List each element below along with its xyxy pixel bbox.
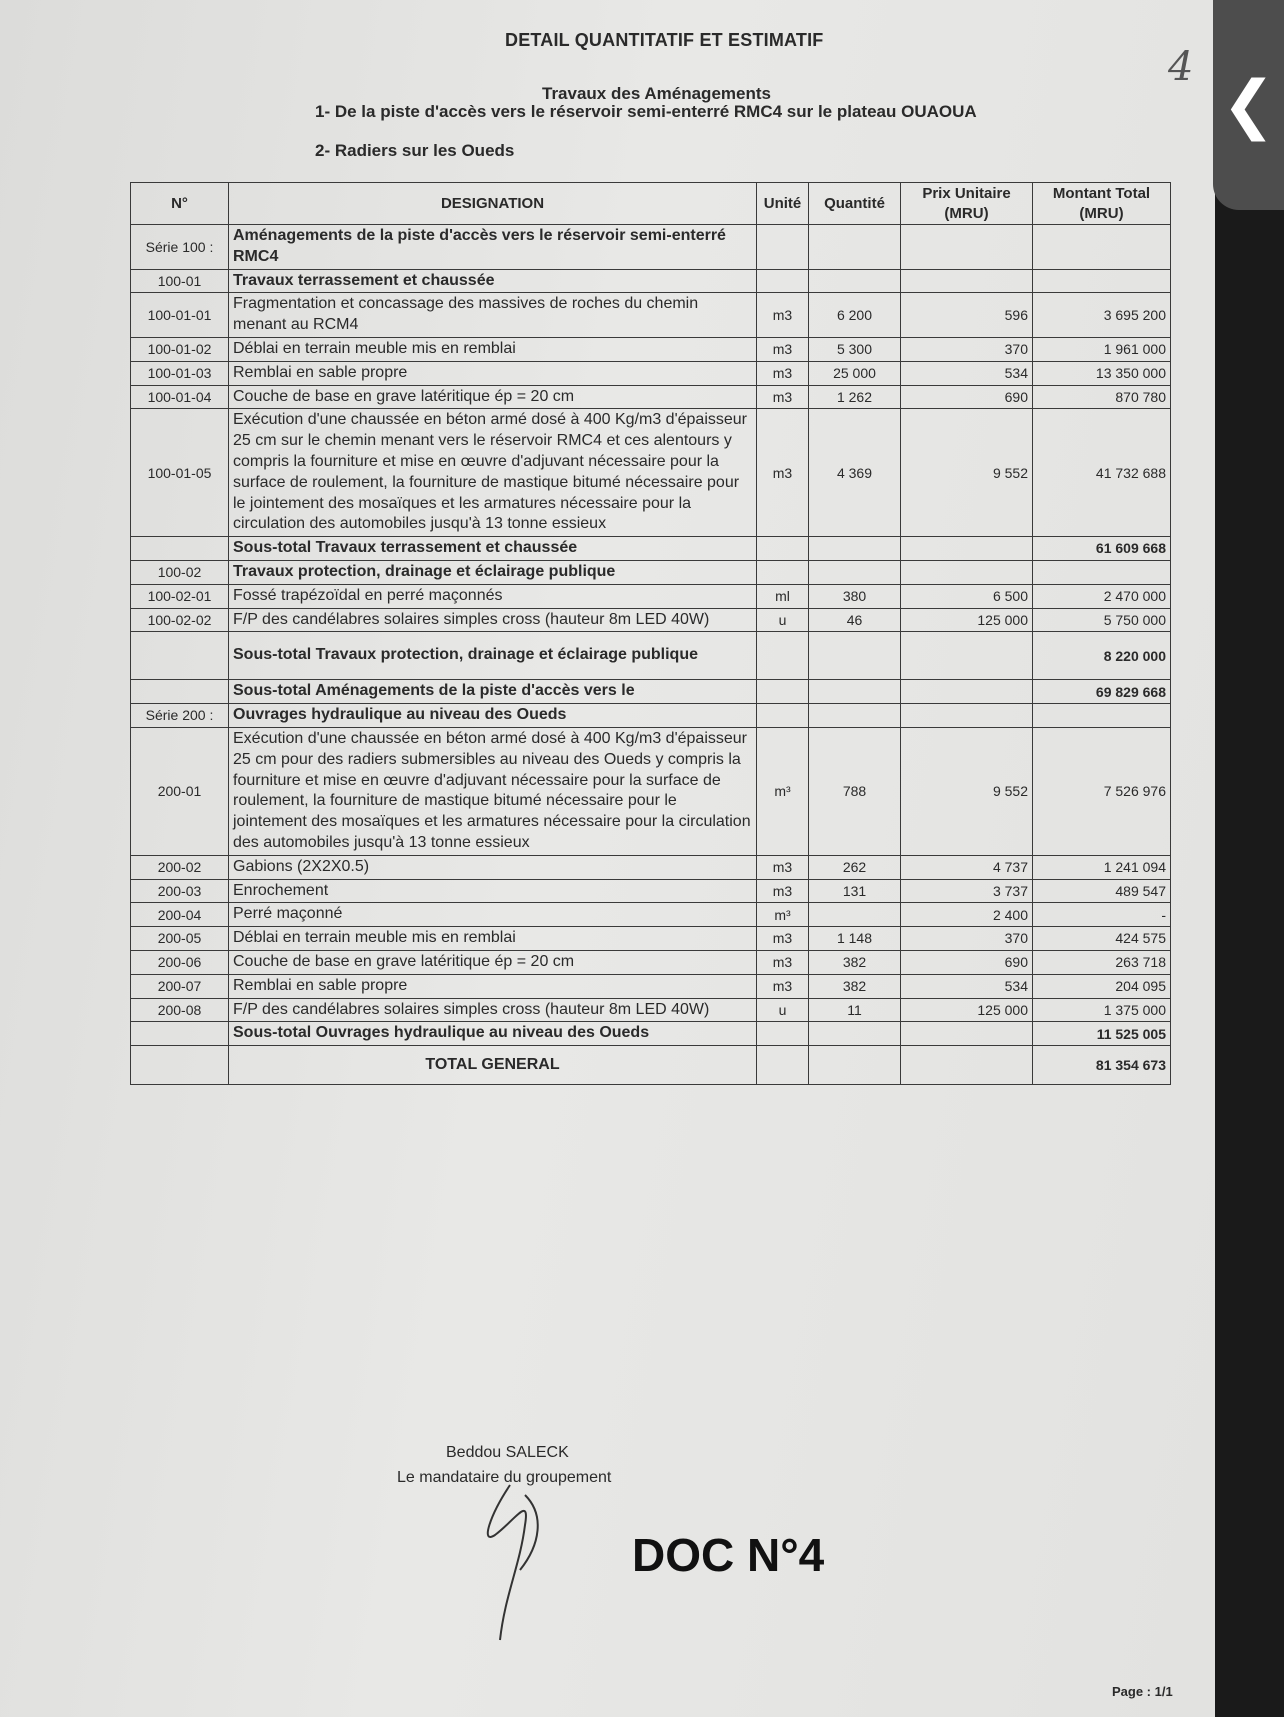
row-unit <box>757 632 809 680</box>
row-unit-price: 534 <box>901 361 1033 385</box>
row-unit-price: 9 552 <box>901 727 1033 855</box>
document-subtitle: Travaux des Aménagements <box>542 84 771 103</box>
row-total-amount <box>1033 704 1171 728</box>
row-number: 200-06 <box>131 950 229 974</box>
row-unit: m3 <box>757 293 809 338</box>
corner-number: 4 <box>1168 44 1194 90</box>
row-quantity: 46 <box>809 608 901 632</box>
grand-total-qty <box>809 1046 901 1085</box>
row-number: 100-01-05 <box>131 409 229 537</box>
row-designation: Fossé trapézoïdal en perré maçonnés <box>229 584 757 608</box>
row-designation: Sous-total Travaux terrassement et chaussée <box>229 537 757 561</box>
row-total-amount: 7 526 976 <box>1033 727 1171 855</box>
row-unit-price: 125 000 <box>901 608 1033 632</box>
grand-total-row <box>131 1046 1171 1085</box>
row-unit-price: 6 500 <box>901 584 1033 608</box>
row-quantity: 380 <box>809 584 901 608</box>
row-total-amount: 870 780 <box>1033 385 1171 409</box>
page-number: Page : 1/1 <box>1112 1684 1173 1699</box>
row-unit: m3 <box>757 974 809 998</box>
row-unit-price: 9 552 <box>901 409 1033 537</box>
row-quantity: 262 <box>809 855 901 879</box>
row-designation: Enrochement <box>229 879 757 903</box>
signatory-role: Le mandataire du groupement <box>397 1469 612 1486</box>
col-header-quantity: Quantité <box>809 183 901 225</box>
row-number: 100-01-01 <box>131 293 229 338</box>
row-unit-price <box>901 1022 1033 1046</box>
row-total-amount: - <box>1033 903 1171 927</box>
row-total-amount: 263 718 <box>1033 950 1171 974</box>
row-designation: Fragmentation et concassage des massives de roches du chemin menant au RCM4 <box>229 293 757 338</box>
table-header-row <box>131 183 1171 225</box>
row-quantity <box>809 1022 901 1046</box>
table-row <box>131 704 1171 728</box>
row-number: 100-02 <box>131 560 229 584</box>
row-designation: Perré maçonné <box>229 903 757 927</box>
row-quantity: 5 300 <box>809 337 901 361</box>
row-quantity <box>809 680 901 704</box>
row-number: 200-02 <box>131 855 229 879</box>
row-number: 200-05 <box>131 927 229 951</box>
row-number: 100-01-02 <box>131 337 229 361</box>
table-row <box>131 950 1171 974</box>
row-total-amount <box>1033 560 1171 584</box>
row-number: 100-01-03 <box>131 361 229 385</box>
row-quantity: 382 <box>809 974 901 998</box>
row-quantity: 382 <box>809 950 901 974</box>
row-total-amount: 69 829 668 <box>1033 680 1171 704</box>
table-row <box>131 680 1171 704</box>
grand-total-price <box>901 1046 1033 1085</box>
row-unit-price <box>901 560 1033 584</box>
row-total-amount: 489 547 <box>1033 879 1171 903</box>
row-unit: m3 <box>757 950 809 974</box>
signatory-name: Beddou SALECK <box>446 1444 569 1461</box>
table-row <box>131 608 1171 632</box>
row-total-amount: 1 375 000 <box>1033 998 1171 1022</box>
row-quantity <box>809 537 901 561</box>
table-row <box>131 974 1171 998</box>
table-row <box>131 632 1171 680</box>
row-unit-price: 125 000 <box>901 998 1033 1022</box>
row-number <box>131 1022 229 1046</box>
row-total-amount: 2 470 000 <box>1033 584 1171 608</box>
table-row <box>131 903 1171 927</box>
row-total-amount <box>1033 225 1171 270</box>
row-unit: m3 <box>757 337 809 361</box>
row-unit <box>757 269 809 293</box>
row-number: Série 200 : <box>131 704 229 728</box>
grand-total-unit <box>757 1046 809 1085</box>
table-row <box>131 560 1171 584</box>
scope-line-2: 2- Radiers sur les Oueds <box>315 141 515 160</box>
row-number: 100-02-01 <box>131 584 229 608</box>
row-unit: m³ <box>757 903 809 927</box>
row-number: 100-01 <box>131 269 229 293</box>
row-unit-price: 3 737 <box>901 879 1033 903</box>
grand-total-label: TOTAL GENERAL <box>229 1046 757 1085</box>
table-row <box>131 361 1171 385</box>
row-quantity: 788 <box>809 727 901 855</box>
row-unit: m3 <box>757 361 809 385</box>
row-quantity: 4 369 <box>809 409 901 537</box>
row-total-amount: 8 220 000 <box>1033 632 1171 680</box>
row-designation: Sous-total Travaux protection, drainage et éclairage publique <box>229 632 757 680</box>
row-quantity: 11 <box>809 998 901 1022</box>
row-unit: m3 <box>757 927 809 951</box>
row-unit <box>757 1022 809 1046</box>
row-quantity: 6 200 <box>809 293 901 338</box>
row-number: Série 100 : <box>131 225 229 270</box>
scope-line-1: 1- De la piste d'accès vers le réservoir semi-enterré RMC4 sur le plateau OUAOUA <box>315 102 977 121</box>
col-header-designation: DESIGNATION <box>229 183 757 225</box>
row-unit-price <box>901 632 1033 680</box>
row-unit-price: 370 <box>901 337 1033 361</box>
row-designation: Exécution d'une chaussée en béton armé dosé à 400 Kg/m3 d'épaisseur 25 cm pour des radiers submersibles au niveau des Oueds y compris la fourniture et mise en œuvre d'adjuvant nécessaire pour la surface de roulement, la fourniture de mastique bitumé nécessaire pour le jointement des mosaïques et les armatures nécessaire pour la circulation des automobiles jusqu'à 13 tonne essieux <box>229 727 757 855</box>
row-total-amount: 13 350 000 <box>1033 361 1171 385</box>
row-designation: Sous-total Ouvrages hydraulique au niveau des Oueds <box>229 1022 757 1046</box>
row-unit-price <box>901 537 1033 561</box>
table-row <box>131 584 1171 608</box>
row-unit: m³ <box>757 727 809 855</box>
row-total-amount: 41 732 688 <box>1033 409 1171 537</box>
row-unit-price <box>901 704 1033 728</box>
row-unit-price <box>901 269 1033 293</box>
row-unit <box>757 225 809 270</box>
row-designation: Couche de base en grave latéritique ép = 20 cm <box>229 950 757 974</box>
estimate-table <box>130 182 1171 1085</box>
table-row <box>131 998 1171 1022</box>
row-total-amount: 11 525 005 <box>1033 1022 1171 1046</box>
back-chevron-button[interactable] <box>1213 0 1284 210</box>
row-designation: Sous-total Aménagements de la piste d'accès vers le <box>229 680 757 704</box>
row-total-amount: 1 241 094 <box>1033 855 1171 879</box>
row-number: 100-02-02 <box>131 608 229 632</box>
row-designation: Remblai en sable propre <box>229 361 757 385</box>
table-row <box>131 269 1171 293</box>
row-unit-price: 2 400 <box>901 903 1033 927</box>
row-designation: Travaux terrassement et chaussée <box>229 269 757 293</box>
col-header-total-amount: Montant Total (MRU) <box>1033 183 1171 225</box>
table-row <box>131 855 1171 879</box>
row-designation: F/P des candélabres solaires simples cross (hauteur 8m LED 40W) <box>229 998 757 1022</box>
row-quantity <box>809 225 901 270</box>
row-unit: u <box>757 608 809 632</box>
row-number <box>131 680 229 704</box>
row-designation: Ouvrages hydraulique au niveau des Oueds <box>229 704 757 728</box>
table-row <box>131 1022 1171 1046</box>
row-total-amount: 204 095 <box>1033 974 1171 998</box>
row-unit-price <box>901 225 1033 270</box>
row-unit: m3 <box>757 879 809 903</box>
doc-label: DOC N°4 <box>632 1529 825 1581</box>
grand-total-spacer <box>131 1046 229 1085</box>
row-unit: ml <box>757 584 809 608</box>
table-row <box>131 409 1171 537</box>
row-designation: Exécution d'une chaussée en béton armé dosé à 400 Kg/m3 d'épaisseur 25 cm sur le chemin menant vers le réservoir RMC4 et ces alentours y compris la fourniture et mise en œuvre d'adjuvant nécessaire pour la surface de roulement, la fourniture de mastique bitumé nécessaire pour le jointement des mosaïques et les armatures nécessaire pour la circulation des automobiles jusqu'à 13 tonne essieux <box>229 409 757 537</box>
row-unit-price: 370 <box>901 927 1033 951</box>
row-unit-price: 534 <box>901 974 1033 998</box>
row-unit <box>757 704 809 728</box>
row-unit-price: 596 <box>901 293 1033 338</box>
row-total-amount: 3 695 200 <box>1033 293 1171 338</box>
row-number: 200-01 <box>131 727 229 855</box>
table-body <box>131 225 1171 1046</box>
row-total-amount: 5 750 000 <box>1033 608 1171 632</box>
col-header-unit: Unité <box>757 183 809 225</box>
table-row <box>131 927 1171 951</box>
row-unit-price: 690 <box>901 950 1033 974</box>
row-total-amount: 1 961 000 <box>1033 337 1171 361</box>
row-unit-price <box>901 680 1033 704</box>
grand-total-value: 81 354 673 <box>1033 1046 1171 1085</box>
row-quantity: 25 000 <box>809 361 901 385</box>
row-quantity: 131 <box>809 879 901 903</box>
chevron-left-icon: ❮ <box>1221 68 1276 142</box>
row-number <box>131 632 229 680</box>
row-designation: Déblai en terrain meuble mis en remblai <box>229 337 757 361</box>
row-designation: F/P des candélabres solaires simples cross (hauteur 8m LED 40W) <box>229 608 757 632</box>
row-number <box>131 537 229 561</box>
row-designation: Déblai en terrain meuble mis en remblai <box>229 927 757 951</box>
row-designation: Gabions (2X2X0.5) <box>229 855 757 879</box>
row-quantity <box>809 560 901 584</box>
row-number: 100-01-04 <box>131 385 229 409</box>
row-total-amount: 424 575 <box>1033 927 1171 951</box>
row-unit: u <box>757 998 809 1022</box>
table-row <box>131 879 1171 903</box>
row-unit <box>757 537 809 561</box>
row-quantity: 1 148 <box>809 927 901 951</box>
table-row <box>131 727 1171 855</box>
row-unit-price: 4 737 <box>901 855 1033 879</box>
document-title: DETAIL QUANTITATIF ET ESTIMATIF <box>505 30 824 50</box>
row-total-amount: 61 609 668 <box>1033 537 1171 561</box>
row-total-amount <box>1033 269 1171 293</box>
row-unit: m3 <box>757 409 809 537</box>
row-unit: m3 <box>757 855 809 879</box>
row-number: 200-07 <box>131 974 229 998</box>
row-designation: Travaux protection, drainage et éclairage publique <box>229 560 757 584</box>
table-row <box>131 337 1171 361</box>
row-quantity <box>809 704 901 728</box>
row-quantity <box>809 632 901 680</box>
table-row <box>131 293 1171 338</box>
table-row <box>131 385 1171 409</box>
row-unit <box>757 680 809 704</box>
col-header-unit-price: Prix Unitaire (MRU) <box>901 183 1033 225</box>
handwritten-signature <box>470 1475 560 1645</box>
row-designation: Remblai en sable propre <box>229 974 757 998</box>
row-unit-price: 690 <box>901 385 1033 409</box>
row-quantity <box>809 269 901 293</box>
row-unit: m3 <box>757 385 809 409</box>
row-quantity <box>809 903 901 927</box>
row-number: 200-03 <box>131 879 229 903</box>
table-row <box>131 537 1171 561</box>
row-number: 200-08 <box>131 998 229 1022</box>
row-designation: Couche de base en grave latéritique ép = 20 cm <box>229 385 757 409</box>
row-number: 200-04 <box>131 903 229 927</box>
row-quantity: 1 262 <box>809 385 901 409</box>
table-row <box>131 225 1171 270</box>
col-header-number: N° <box>131 183 229 225</box>
row-designation: Aménagements de la piste d'accès vers le réservoir semi-enterré RMC4 <box>229 225 757 270</box>
row-unit <box>757 560 809 584</box>
